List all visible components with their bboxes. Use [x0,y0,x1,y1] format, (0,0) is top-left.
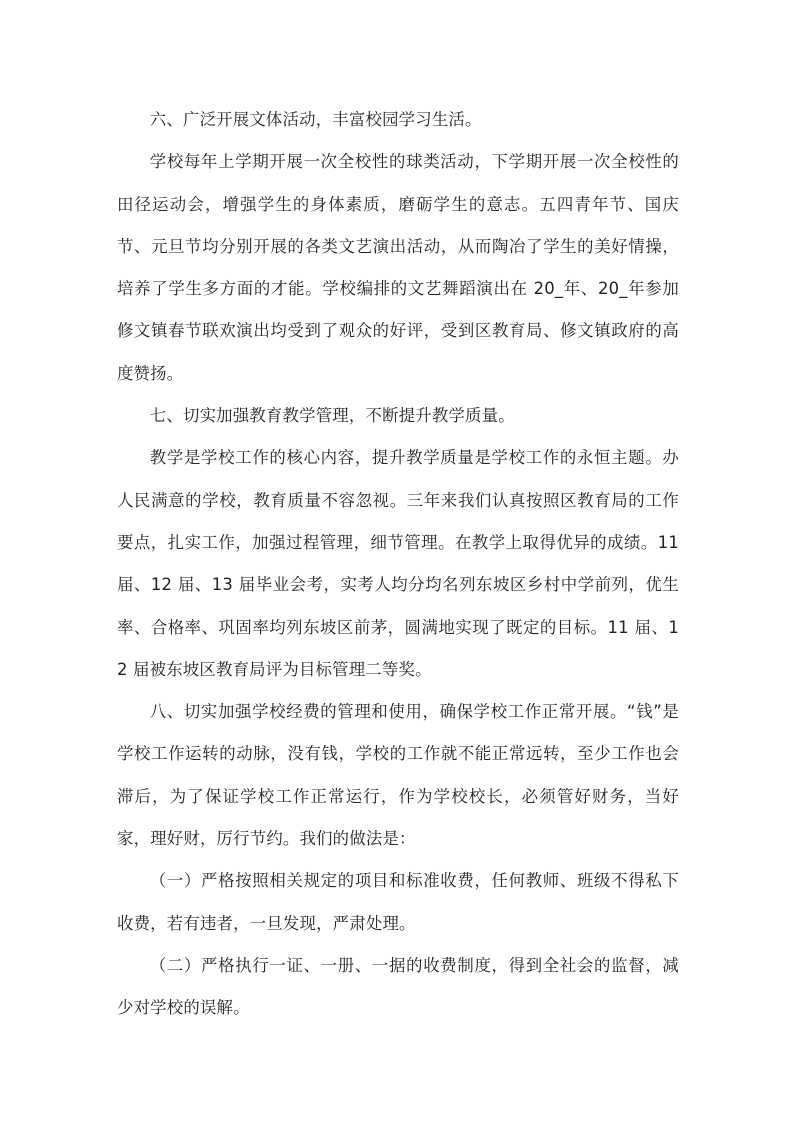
section-heading-eight: 八、切实加强学校经费的管理和使用，确保学校工作正常开展。“钱”是学校工作运转的动脉，没有钱，学校的工作就不能正常远转，至少工作也会滞后，为了保证学校工作正常运行，作为学校校长，必须管好财务，当好家，理好财，厉行节约。我们的做法是： [117,702,679,849]
section-heading-six: 六、广泛开展文体活动，丰富校园学习生活。 [149,110,482,129]
list-item-two: （二）严格执行一证、一册、一据的收费制度，得到全社会的监督，减少对学校的误解。 [117,955,679,1018]
document-body [117,99,679,1030]
section-heading-seven: 七、切实加强教育教学管理，不断提升教学质量。 [149,406,515,426]
list-item-one: （一）严格按照相关规定的项目和标准收费，任何教师、班级不得私下收费，若有违者，一旦发现，严肃处理。 [117,871,679,933]
paragraph-teaching-quality: 教学是学校工作的核心内容，提升教学质量是学校工作的永恒主题。办人民满意的学校，教育质量不容忽视。三年来我们认真按照区教育局的工作要点，扎实工作，加强过程管理，细节管理。在教学上取得优异的成绩。11 届、12 届、13 届毕业会考，实考人均分均名列东坡区乡村中学前列，优生率、合格率、巩固率均列东坡区前茅，圆满地实现了既定的目标。11 届、12 届被东坡区教育局评为目标管理二等奖。 [117,448,679,679]
paragraph-activities: 学校每年上学期开展一次全校性的球类活动，下学期开展一次全校性的田径运动会，增强学生的身体素质，磨砺学生的意志。五四青年节、国庆节、元旦节均分别开展的各类文艺演出活动，从而陶冶了学生的美好情操，培养了学生多方面的才能。学校编排的文艺舞蹈演出在 20_年、20_年参加修文镇春节联欢演出均受到了观众的好评，受到区教育局、修文镇政府的高度赞扬。 [117,152,679,383]
